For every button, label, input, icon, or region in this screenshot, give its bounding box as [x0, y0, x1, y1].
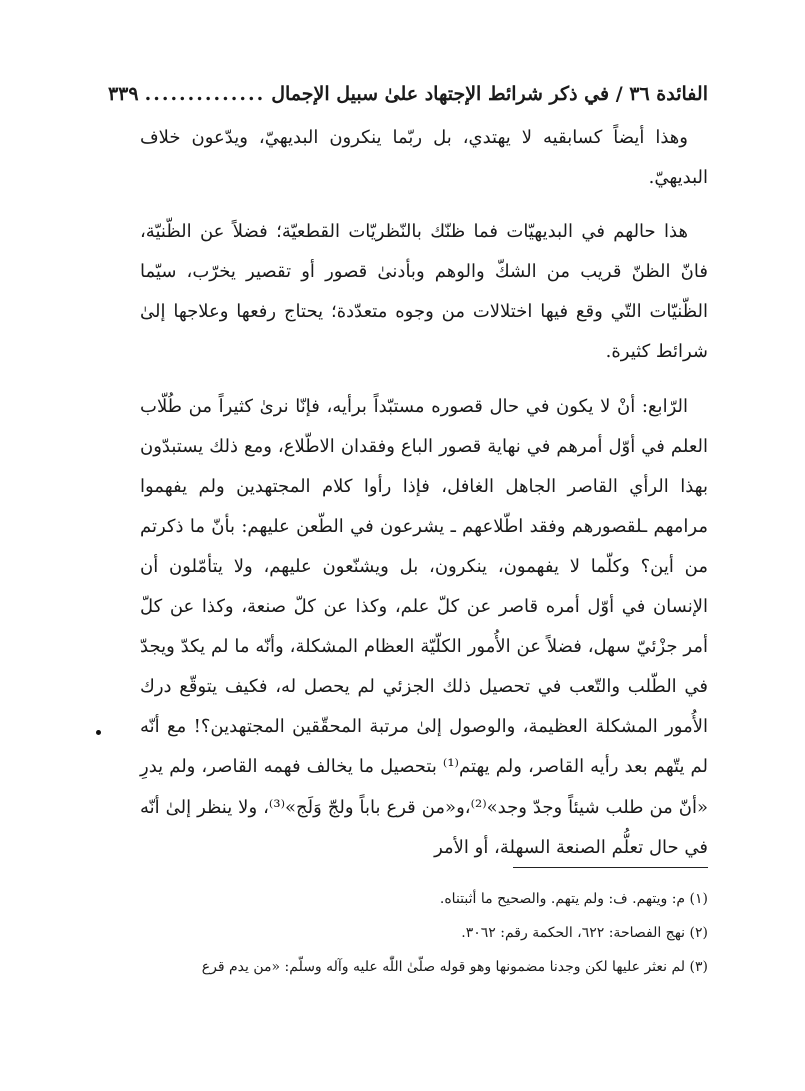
footnote-separator [513, 867, 708, 868]
running-header [107, 76, 708, 112]
footnote-1: (١) م: ويتهم. ف: ولم يتهم. والصحيح ما أثبتناه. [439, 891, 708, 907]
main-text [140, 118, 708, 868]
footnotes [140, 882, 708, 984]
page-number: ٣٣٩ [107, 83, 139, 105]
footnote-3: (٣) لم نعثر عليها لكن وجدنا مضمونها وهو قوله صلّىٰ اللّٰه عليه وآله وسلّم: «من يدم قرع [201, 959, 708, 975]
header-title: الفائدة ٣٦ / في ذكر شرائط الإجتهاد علىٰ سبيل الإجمال [271, 83, 708, 105]
footnote-2: (٢) نهج الفصاحة: ٦٢٢، الحكمة رقم: ٣٠٦٢. [461, 925, 708, 941]
margin-dot-mark [96, 730, 101, 735]
paragraph-1: وهذا أيضاً كسابقيه لا يهتدي، بل ربّما ينكرون البديهيّ، ويدّعون خلاف البديهيّ. [140, 127, 708, 189]
paragraph-3: الرّابع: أنْ لا يكون في حال قصوره مستبّداً برأيه، فإنّا نرىٰ كثيراً من طُلّاب العلم في أوّل أمرهم في نهاية قصور الباع وفقدان الاطّلاع، ومع ذلك يستبدّون بهذا الرأي القاصر الجاهل الغافل، فإذا رأوا كلام المجتهدين ولم يفهموا مرامهم ـلقصورهم وفقد اطّلاعهم ـ يشرعون في الطّعن عليهم: بأنّ ما ذكرتم من أين؟ وكلّما لا يفهمون، ينكرون، بل ويشنّعون عليهم، ولا يتأمّلون أن الإنسان في أوّل أمره قاصر عن كلّ علم، وكذا عن كلّ صنعة، وكذا عن كلّ أمر جزْئيّ سهل، فضلاً عن الأُمور الكلّيّة العظام المشكلة، وأنّه ما لم يكدّ ويجدّ في الطّلب والتّعب في تحصيل ذلك الجزئي لم يحصل له، فكيف يتوقّع درك الأُمور المشكلة العظيمة، والوصول إلىٰ مرتبة المحقّقين المجتهدين؟! مع أنّه لم يتّهم بعد رأيه القاصر، ولم يهتم⁽¹⁾ بتحصيل ما يخالف فهمه القاصر، ولم يدرِ «أنّ من طلب شيئاً وجدّ وجد»⁽²⁾،و«من قرع باباً ولجّ وَلَج»⁽³⁾، ولا ينظر إلىٰ أنّه في حال تعلُّم الصنعة السهلة، أو الأمر [140, 395, 708, 858]
paragraph-2: هذا حالهم في البديهيّات فما ظنّك بالنّظريّات القطعيّة؛ فضلاً عن الظّنيّة، فانّ الظنّ قريب من الشكّ والوهم وبأدنىٰ قصور أو تقصير يخرّب، سيّما الظّنيّات التّي وقع فيها اختلالات من وجوه متعدّدة؛ يحتاج رفعها وعلاجها إلىٰ شرائط كثيرة. [140, 221, 708, 363]
header-leader-dots: .............. [144, 83, 266, 105]
